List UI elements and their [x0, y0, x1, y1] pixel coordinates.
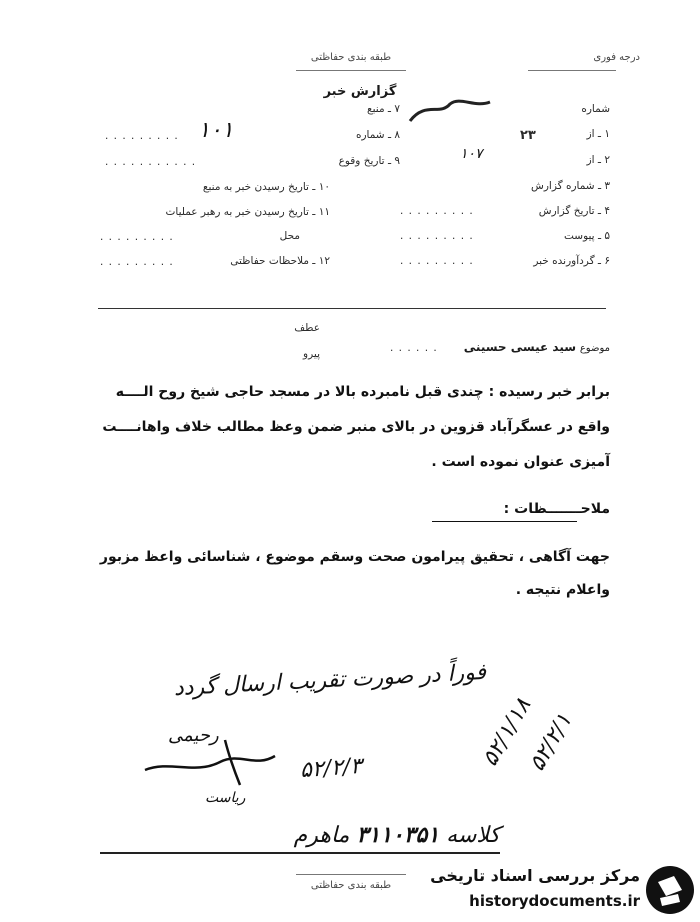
archive-line [100, 822, 500, 848]
field-row-5: ۵ ـ پیوست [563, 230, 610, 242]
field-source: ۷ ـ منبع [367, 103, 400, 115]
notes-line-2: واعلام نتیجه . [515, 582, 610, 598]
handwritten-signature-name: رحیمی [168, 725, 219, 746]
signature-scribble [140, 730, 280, 790]
subject-value: سید عیسی حسینی [463, 340, 577, 354]
field-protective-notes: ۱۲ ـ ملاحظات حفاظتی [230, 255, 330, 267]
body-line-3: آمیزی عنوان نموده است . [431, 454, 610, 470]
classification-top: طبقه بندی حفاظتی [310, 52, 392, 63]
subject-aside-1: عطف [294, 322, 320, 334]
watermark-url: historydocuments.ir [469, 892, 640, 910]
field-row-6: ۶ ـ گردآورنده خبر [533, 255, 610, 267]
classification-underline [296, 70, 406, 71]
handwritten-signature-role: ریاست [205, 790, 246, 806]
handwritten-value-2: ۱۰۷ [460, 146, 483, 162]
field-news-to-source: ۱۰ ـ تاریخ رسیدن خبر به منبع [202, 181, 330, 193]
dots-row-6: . . . . . . . . . [400, 255, 474, 267]
archive-number: ۳۱۱۰۳۵۱ [356, 822, 440, 848]
dots-event-date: . . . . . . . . . . . [105, 156, 197, 168]
field-source-number: ۸ ـ شماره [355, 129, 400, 141]
archive-underline [100, 852, 500, 854]
field-place: محل [279, 230, 300, 242]
watermark-logo-icon [644, 864, 696, 916]
notes-title-underline [432, 521, 577, 522]
field-row-3: ۳ ـ شماره گزارش [531, 180, 610, 192]
archive-watermark [410, 858, 700, 922]
dots-row-5: . . . . . . . . . [400, 230, 474, 242]
body-line-2: واقع در عسگرآباد قزوین در بالای منبر ضمن وعظ مطالب خلاف واهانــــت [102, 419, 610, 435]
dots-place: . . . . . . . . . [100, 231, 174, 243]
dots-source-number: . . . . . . . . . [105, 130, 179, 142]
urgency-label: درجه فوری [593, 52, 640, 63]
urgency-underline [528, 70, 616, 71]
subject-aside-2: پیرو [303, 348, 320, 360]
dots-protective-notes: . . . . . . . . . [100, 256, 174, 268]
watermark-title: مرکز بررسی اسناد تاریخی [430, 866, 640, 885]
classification-bottom-rule [296, 874, 406, 875]
notes-title: ملاحـــــــظات : [503, 501, 610, 517]
archive-suffix: ماهرم [293, 823, 350, 848]
header-separator [98, 308, 606, 309]
field-row-4: ۴ ـ تاریخ گزارش [538, 205, 610, 217]
handwritten-date-1: ۵۲/۲/۳ [299, 753, 363, 784]
handwritten-date-2: ۵۲/۱/۱۸ [477, 694, 537, 771]
classification-bottom: طبقه بندی حفاظتی [310, 880, 392, 891]
dots-row-4: . . . . . . . . . [400, 205, 474, 217]
field-number-label: شماره [581, 103, 610, 115]
body-line-1: برابر خبر رسیده : چندی قبل نامبرده بالا در مسجد حاجی شیخ روح الــــه [115, 384, 610, 400]
field-row-1: ۱ ـ از [586, 128, 610, 140]
handwritten-note: فوراً در صورت تقریب ارسال گردد [173, 659, 487, 702]
report-title: گزارش خبر [323, 84, 397, 99]
handwritten-value-1: ۱۰۱ [198, 118, 234, 143]
dots-subject: . . . . . . [390, 342, 438, 354]
field-number-value: ۲۳ [520, 128, 536, 143]
field-row-2: ۲ ـ از [586, 154, 610, 166]
field-news-to-leader: ۱۱ ـ تاریخ رسیدن خبر به رهبر عملیات [165, 206, 330, 218]
subject-row [420, 340, 610, 354]
handwritten-date-3: ۵۲/۲/۱ [524, 709, 578, 776]
handwritten-scribble-mark [405, 96, 495, 126]
archive-label: کلاسه [446, 823, 500, 848]
subject-label: موضوع [579, 343, 610, 354]
notes-line-1: جهت آگاهی ، تحقیق پیرامون صحت وسقم موضوع ، شناسائی واعظ مزبور [99, 549, 610, 565]
field-event-date: ۹ ـ تاریخ وقوع [338, 155, 400, 167]
